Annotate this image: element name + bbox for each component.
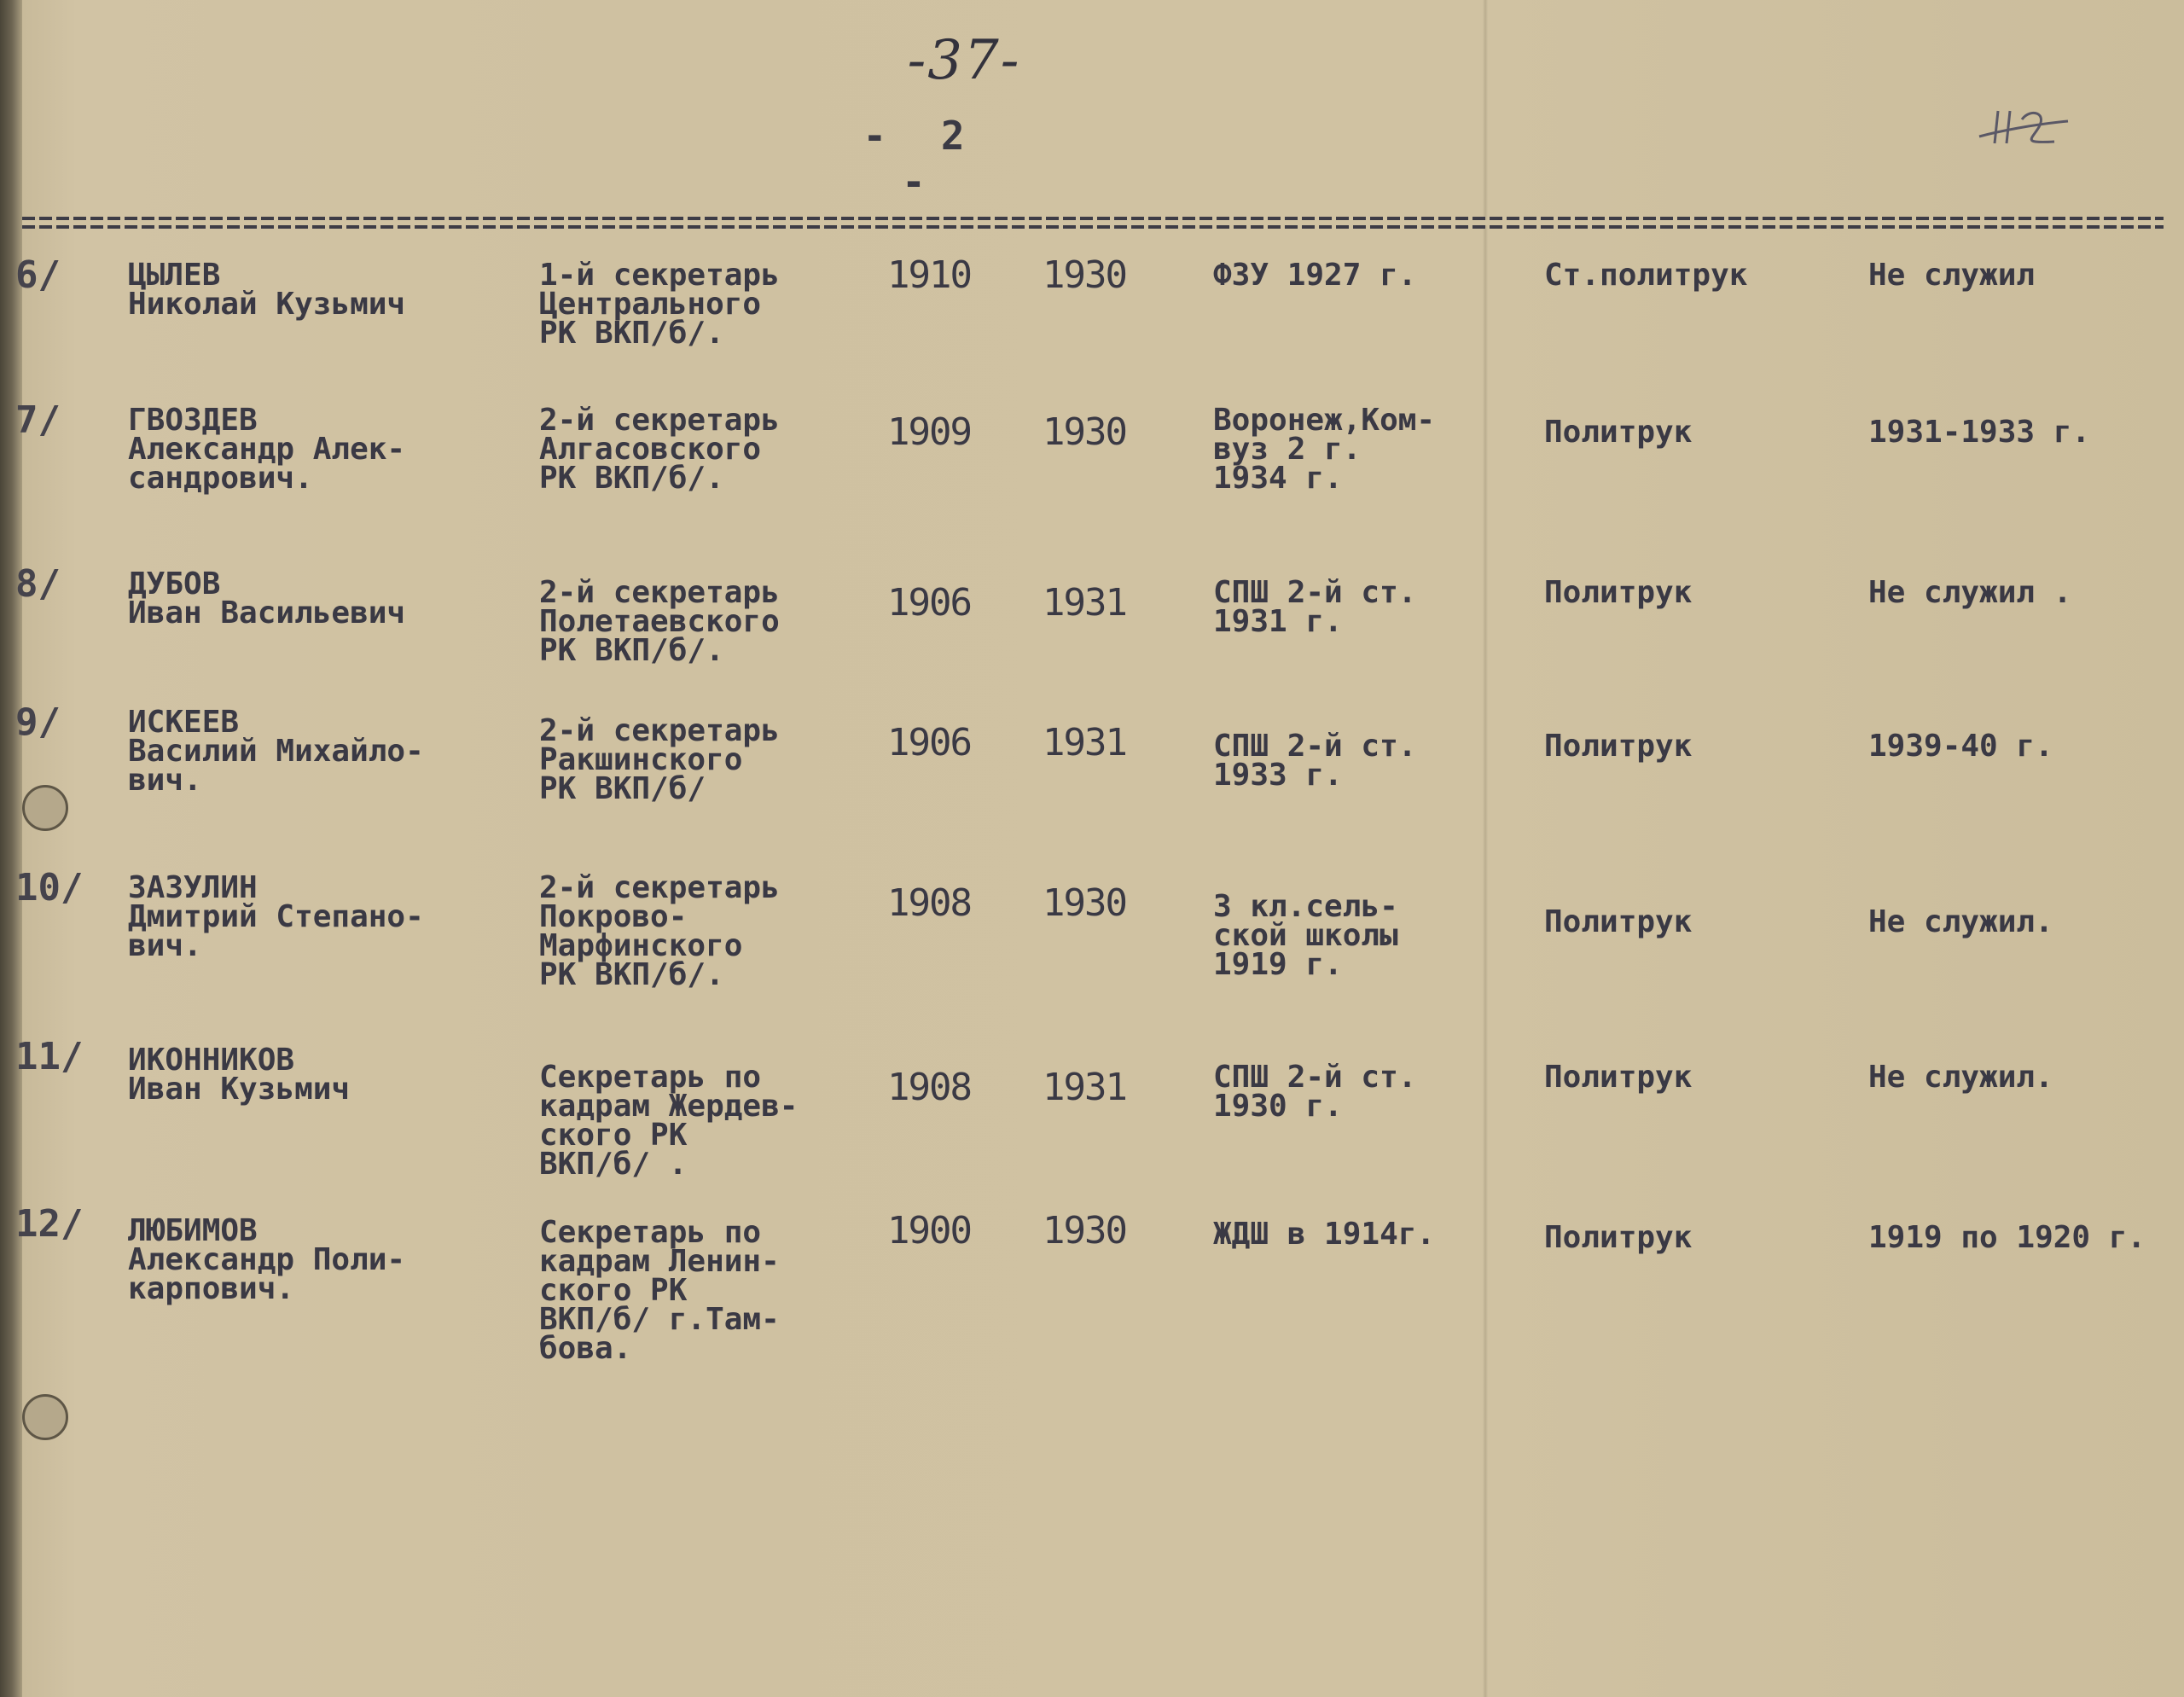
person-name: ДУБОВ Иван Васильевич [128, 567, 406, 631]
position: 2-й секретарь Полетаевского РК ВКП/б/. [539, 575, 780, 668]
table-header-rule [22, 217, 2164, 229]
page-number: - 2 - [863, 113, 980, 205]
military-rank: Политрук [1544, 415, 1693, 450]
birth-year: 1906 [887, 581, 971, 625]
punch-hole [22, 1394, 68, 1440]
party-year: 1930 [1043, 881, 1126, 925]
row-number: 12/ [15, 1202, 84, 1246]
birth-year: 1908 [887, 881, 971, 925]
education: Воронеж,Ком- вуз 2 г. 1934 г. [1213, 403, 1436, 496]
military-rank: Политрук [1544, 1060, 1693, 1095]
education: СПШ 2-й ст. 1933 г. [1213, 729, 1417, 793]
party-year: 1930 [1043, 410, 1126, 454]
military-rank: Политрук [1544, 904, 1693, 939]
army-service: Не служил . [1868, 575, 2072, 610]
military-rank: Ст.политрук [1544, 258, 1748, 293]
position: 2-й секретарь Ракшинского РК ВКП/б/ [539, 713, 780, 806]
education: ЖДШ в 1914г. [1213, 1217, 1436, 1252]
party-year: 1930 [1043, 1209, 1126, 1252]
person-name: ЦЫЛЕВ Николай Кузьмич [128, 258, 406, 322]
birth-year: 1910 [887, 253, 971, 297]
row-number: 8/ [15, 562, 61, 606]
military-rank: Политрук [1544, 1220, 1693, 1255]
row-number: 11/ [15, 1035, 84, 1078]
army-service: Не служил. [1868, 904, 2053, 939]
paper-fold [1483, 0, 1488, 1697]
person-name: ЛЮБИМОВ Александр Поли- карпович. [128, 1213, 406, 1306]
row-number: 9/ [15, 700, 61, 744]
party-year: 1931 [1043, 721, 1126, 764]
army-service: Не служил. [1868, 1060, 2053, 1095]
person-name: ИКОННИКОВ Иван Кузьмич [128, 1043, 351, 1107]
birth-year: 1906 [887, 721, 971, 764]
military-rank: Политрук [1544, 575, 1693, 610]
birth-year: 1909 [887, 410, 971, 454]
party-year: 1930 [1043, 253, 1126, 297]
birth-year: 1908 [887, 1066, 971, 1109]
military-rank: Политрук [1544, 729, 1693, 764]
folio-number: -37- [907, 29, 1021, 92]
row-number: 7/ [15, 398, 61, 442]
position: Секретарь по кадрам Жердев- ского РК ВКП/б/ . [539, 1060, 799, 1182]
person-name: ГВОЗДЕВ Александр Алек- сандрович. [128, 403, 406, 496]
army-service: 1919 по 1920 г. [1868, 1220, 2146, 1255]
education: СПШ 2-й ст. 1930 г. [1213, 1060, 1417, 1124]
person-name: ЗАЗУЛИН Дмитрий Степано- вич. [128, 870, 424, 963]
birth-year: 1900 [887, 1209, 971, 1252]
education: СПШ 2-й ст. 1931 г. [1213, 575, 1417, 639]
party-year: 1931 [1043, 1066, 1126, 1109]
education: ФЗУ 1927 г. [1213, 258, 1417, 293]
punch-hole [22, 785, 68, 831]
row-number: 10/ [15, 866, 84, 910]
army-service: 1939-40 г. [1868, 729, 2053, 764]
education: 3 кл.сель- ской школы 1919 г. [1213, 889, 1398, 982]
position: 1-й секретарь Центрального РК ВКП/б/. [539, 258, 780, 351]
row-number: 6/ [15, 253, 61, 297]
person-name: ИСКЕЕВ Василий Михайло- вич. [128, 705, 424, 798]
position: Секретарь по кадрам Ленин- ского РК ВКП/б/ г.Там- бова. [539, 1215, 780, 1366]
party-year: 1931 [1043, 581, 1126, 625]
army-service: Не служил [1868, 258, 2036, 293]
position: 2-й секретарь Покрово- Марфинского РК ВКП/б/. [539, 870, 780, 992]
handwritten-corner-mark [1972, 101, 2075, 152]
army-service: 1931-1933 г. [1868, 415, 2091, 450]
position: 2-й секретарь Алгасовского РК ВКП/б/. [539, 403, 780, 496]
